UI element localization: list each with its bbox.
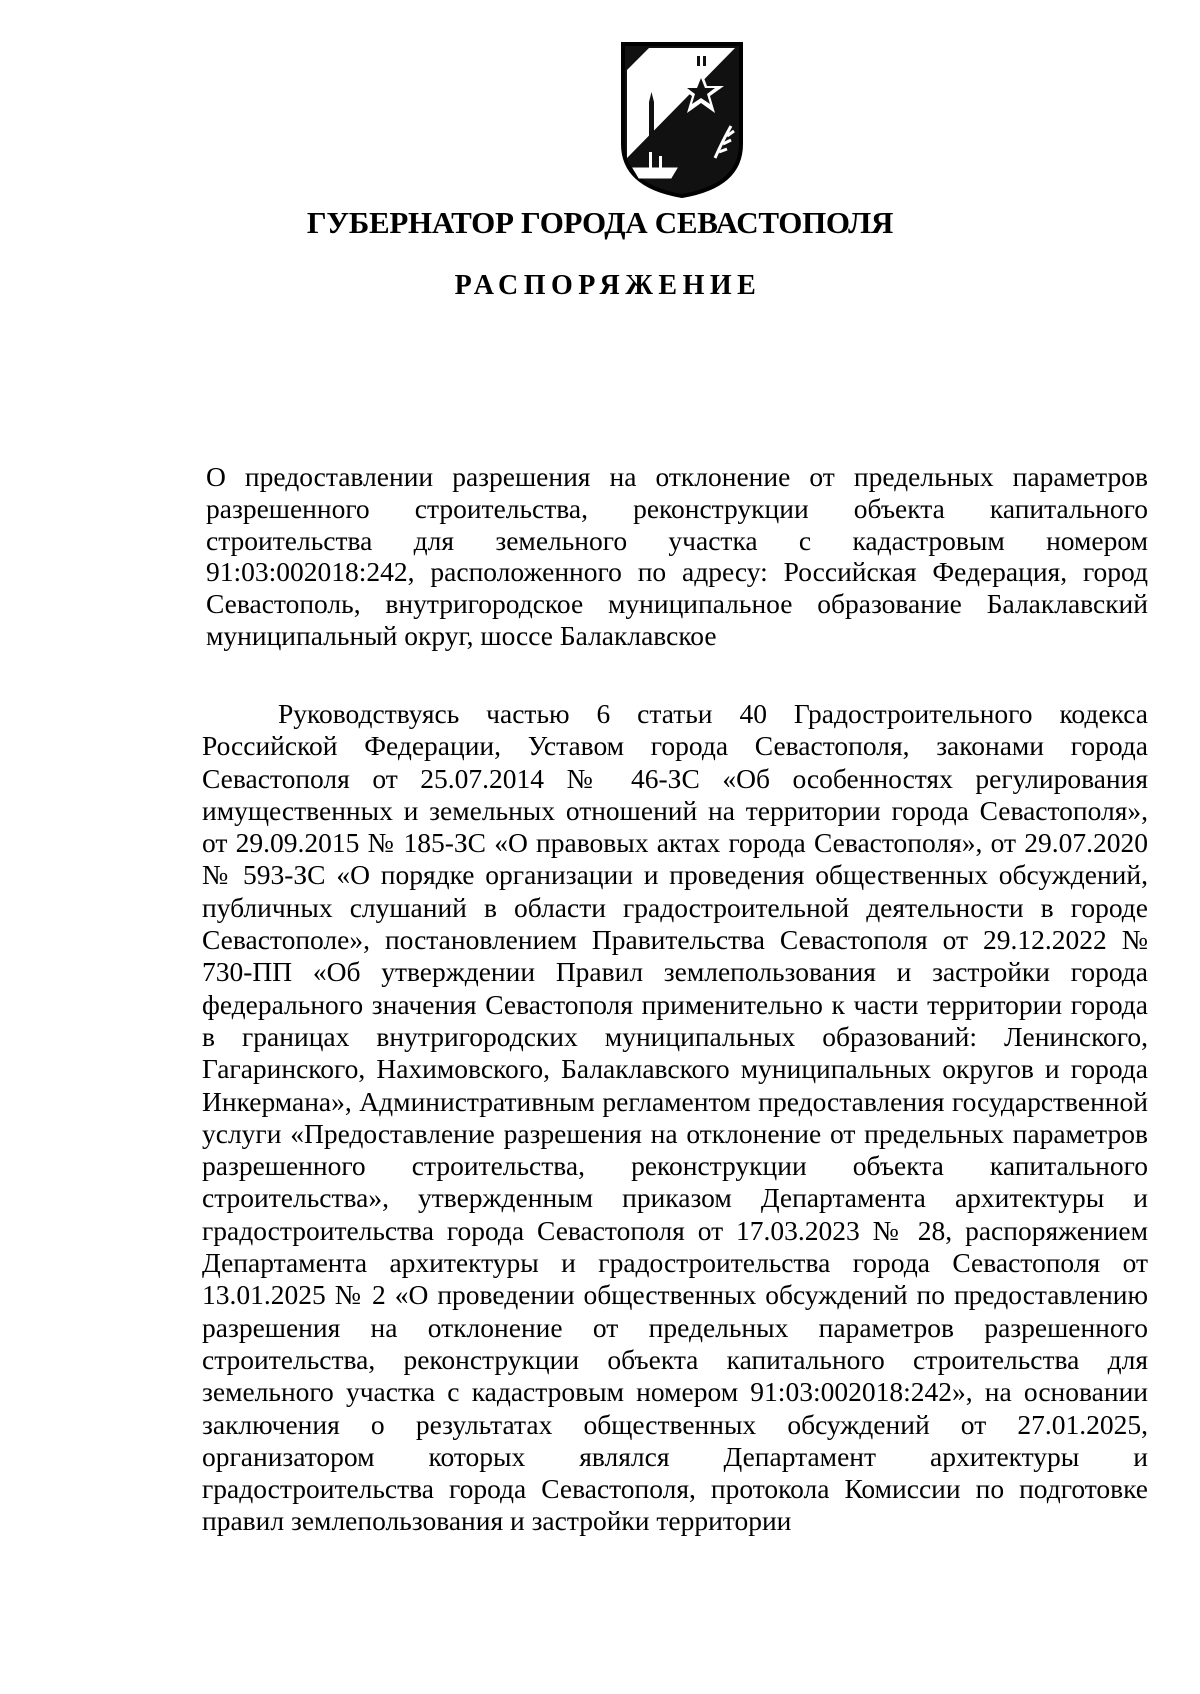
document-type-title: РАСПОРЯЖЕНИЕ	[454, 270, 762, 301]
issuing-authority-title: ГУБЕРНАТОР ГОРОДА СЕВАСТОПОЛЯ	[306, 205, 894, 240]
sevastopol-coat-of-arms-icon	[619, 40, 745, 200]
document-subject: О предоставлении разрешения на отклонение от предельных параметров разрешенного строительства, реконструкции объекта капитального строительства для земельного участка с кадастровым номером 91:03:002018:242, расположенного по адресу: Российская Федерация, город Севастополь, внутригородское муниципальное образование Балаклавский муниципальный округ, шоссе Балаклавское	[206, 461, 1148, 651]
preamble-paragraph: Руководствуясь частью 6 статьи 40 Градостроительного кодекса Российской Федерации, Уставом города Севастополя, законами города Севастополя от 25.07.2014 № 46-ЗС «Об особенностях регулирования имущественных и земельных отношений на территории города Севастополя», от 29.09.2015 № 185-ЗС «О правовых актах города Севастополя», от 29.07.2020 № 593-ЗС «О порядке организации и проведения общественных обсуждений, публичных слушаний в области градостроительной деятельности в городе Севастополе», постановлением Правительства Севастополя от 29.12.2022 № 730-ПП «Об утверждении Правил землепользования и застройки города федерального значения Севастополя применительно к части территории города в границах внутригородских муниципальных образований: Ленинского, Гагаринского, Нахимовского, Балаклавского муниципальных округов и города Инкермана», Административным регламентом предоставления государственной услуги «Предоставление разрешения на отклонение от предельных параметров разрешенного строительства, реконструкции объекта капитального строительства», утвержденным приказом Департамента архитектуры и градостроительства города Севастополя от 17.03.2023 № 28, распоряжением Департамента архитектуры и градостроительства города Севастополя от 13.01.2025 № 2 «О проведении общественных обсуждений по предоставлению разрешения на отклонение от предельных параметров разрешенного строительства, реконструкции объекта капитального строительства для земельного участка с кадастровым номером 91:03:002018:242», на основании заключения о результатах общественных обсуждений от 27.01.2025, организатором которых являлся Департамент архитектуры и градостроительства города Севастополя, протокола Комиссии по подготовке правил землепользования и застройки территории	[202, 698, 1148, 1537]
